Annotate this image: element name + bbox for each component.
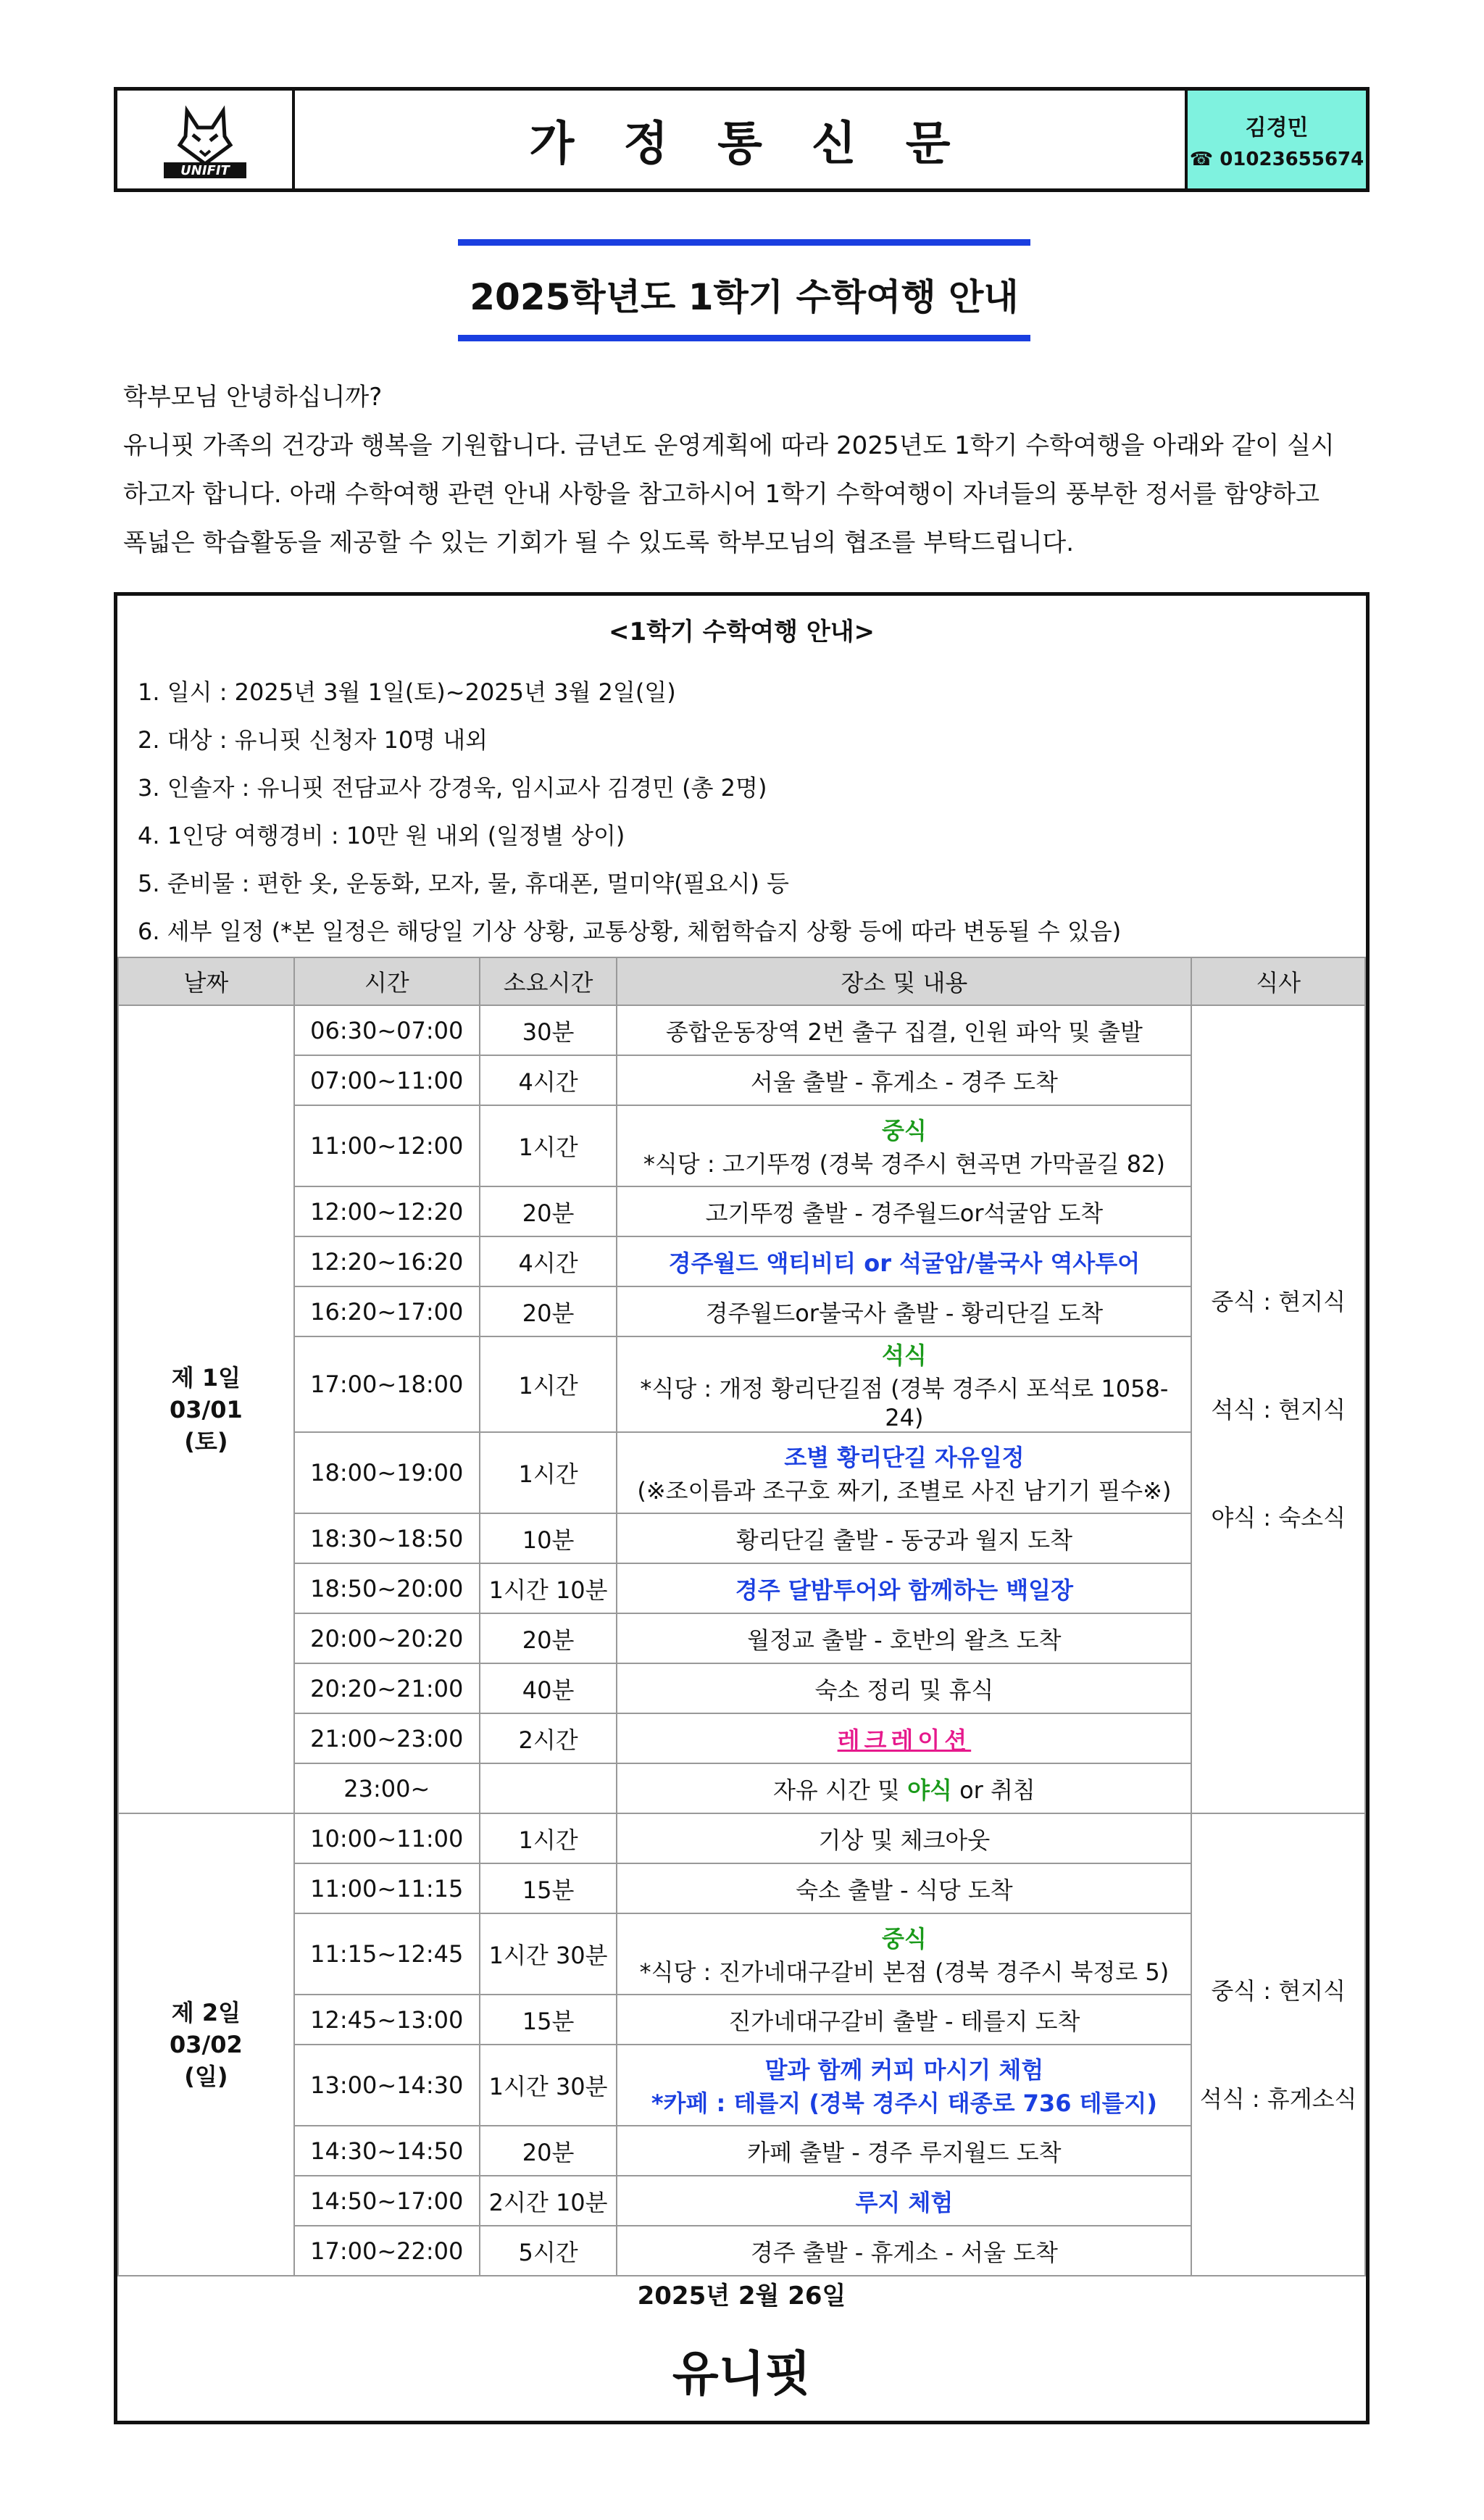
duration-cell: 1시간 10분	[480, 1563, 617, 1613]
time-cell: 07:00~11:00	[294, 1055, 480, 1105]
duration-cell: 15분	[480, 1995, 617, 2045]
content-cell: 진가네대구갈비 출발 - 테를지 도착	[617, 1995, 1191, 2045]
content-cell	[617, 1105, 1191, 1186]
table-row	[118, 2176, 1365, 2226]
content-cell-highlight: 경주월드 액티비티 or 석굴암/불국사 역사투어	[617, 1236, 1191, 1286]
intro-line: 폭넓은 학습활동을 제공할 수 있는 기회가 될 수 있도록 학부모님의 협조를 부탁드립니다.	[123, 528, 1075, 557]
table-row	[118, 1432, 1365, 1513]
time-cell: 12:00~12:20	[294, 1186, 480, 1236]
content-cell: 경주월드or불국사 출발 - 황리단길 도착	[617, 1286, 1191, 1336]
intro-line: 하고자 합니다. 아래 수학여행 관련 안내 사항을 참고하시어 1학기 수학여행이 자녀들의 풍부한 정서를 함양하고	[123, 480, 1320, 509]
duration-cell: 1시간	[480, 1813, 617, 1863]
duration-cell: 20분	[480, 2126, 617, 2176]
content-cell: 카페 출발 - 경주 루지월드 도착	[617, 2126, 1191, 2176]
table-row	[118, 1613, 1365, 1663]
content-cell: 기상 및 체크아웃	[617, 1813, 1191, 1863]
time-cell: 16:20~17:00	[294, 1286, 480, 1336]
time-cell: 11:00~11:15	[294, 1863, 480, 1913]
day-date: 03/02	[170, 2031, 243, 2058]
box-heading: <1학기 수학여행 안내>	[608, 617, 875, 646]
duration-cell: 2시간 10분	[480, 2176, 617, 2226]
content-cell	[617, 1713, 1191, 1763]
content-cell: 경주 출발 - 휴게소 - 서울 도착	[617, 2226, 1191, 2276]
time-cell: 13:00~14:30	[294, 2045, 480, 2126]
meal-lunch: 중식 : 현지식	[1211, 1287, 1346, 1315]
duration-cell: 4시간	[480, 1236, 617, 1286]
duration-cell: 5시간	[480, 2226, 617, 2276]
letter-header	[114, 87, 1370, 192]
content-cell: 고기뚜껑 출발 - 경주월드or석굴암 도착	[617, 1186, 1191, 1236]
time-cell: 23:00~	[294, 1763, 480, 1813]
organization-name: 유니핏	[672, 2346, 812, 2402]
content-cell	[617, 1763, 1191, 1813]
time-cell: 17:00~22:00	[294, 2226, 480, 2276]
activity-note: (※조이름과 조구호 짜기, 조별로 사진 남기기 필수※)	[637, 1477, 1172, 1505]
notice-title: 2025학년도 1학기 수학여행 안내	[470, 276, 1019, 318]
table-row	[118, 1286, 1365, 1336]
table-row	[118, 1055, 1365, 1105]
day1-meal-cell	[1191, 1005, 1365, 1813]
header-time: 시간	[294, 957, 480, 1005]
table-row	[118, 1236, 1365, 1286]
duration-cell: 30분	[480, 1005, 617, 1055]
info-item: 3. 인솔자 : 유니핏 전담교사 강경욱, 임시교사 김경민 (총 2명)	[138, 774, 767, 802]
content-cell	[617, 2045, 1191, 2126]
day-weekday: (토)	[184, 1427, 228, 1455]
cafe-info: *카페 : 테를지 (경북 경주시 태종로 736 테를지)	[651, 2089, 1157, 2117]
duration-cell: 40분	[480, 1663, 617, 1713]
content-part: or 취침	[951, 1776, 1035, 1804]
header-content: 장소 및 내용	[617, 957, 1191, 1005]
info-item: 4. 1인당 여행경비 : 10만 원 내외 (일정별 상이)	[138, 822, 625, 849]
header-date: 날짜	[118, 957, 294, 1005]
time-cell: 18:00~19:00	[294, 1432, 480, 1513]
title-rule-bottom	[458, 335, 1030, 341]
time-cell: 06:30~07:00	[294, 1005, 480, 1055]
table-row	[118, 1186, 1365, 1236]
time-cell: 20:00~20:20	[294, 1613, 480, 1663]
table-row	[118, 2126, 1365, 2176]
day-label: 제 2일	[171, 1999, 241, 2026]
restaurant-info: *식당 : 개정 황리단길점 (경북 경주시 포석로 1058-24)	[640, 1375, 1169, 1431]
info-item: 5. 준비물 : 편한 옷, 운동화, 모자, 물, 휴대폰, 멀미약(필요시) 등	[138, 870, 789, 897]
time-cell: 11:00~12:00	[294, 1105, 480, 1186]
time-cell: 11:15~12:45	[294, 1913, 480, 1995]
duration-cell: 1시간	[480, 1432, 617, 1513]
time-cell: 21:00~23:00	[294, 1713, 480, 1763]
duration-cell: 20분	[480, 1286, 617, 1336]
duration-cell: 4시간	[480, 1055, 617, 1105]
trip-info-box	[114, 592, 1370, 2424]
duration-cell: 1시간 30분	[480, 2045, 617, 2126]
table-row	[118, 1813, 1365, 1863]
contact-box	[1185, 91, 1366, 188]
logo	[117, 91, 295, 188]
table-row	[118, 1563, 1365, 1613]
issue-date: 2025년 2월 26일	[637, 2282, 846, 2311]
meal-late: 야식 : 숙소식	[1211, 1503, 1346, 1531]
meal-dinner: 석식 : 휴게소식	[1199, 2084, 1357, 2113]
time-cell: 10:00~11:00	[294, 1813, 480, 1863]
title-rule-top	[458, 239, 1030, 246]
duration-cell: 15분	[480, 1863, 617, 1913]
day-label: 제 1일	[171, 1363, 241, 1392]
lunch-label: 중식	[881, 1117, 927, 1144]
restaurant-info: *식당 : 고기뚜껑 (경북 경주시 현곡면 가막골길 82)	[643, 1150, 1165, 1178]
duration-cell: 20분	[480, 1613, 617, 1663]
content-cell: 숙소 출발 - 식당 도착	[617, 1863, 1191, 1913]
dinner-label: 석식	[881, 1342, 927, 1369]
content-cell	[617, 1432, 1191, 1513]
time-cell: 18:30~18:50	[294, 1513, 480, 1563]
meal-dinner: 석식 : 현지식	[1211, 1395, 1346, 1423]
table-row	[118, 1995, 1365, 2045]
recreation-label: 레크레이션	[837, 1726, 972, 1754]
svg-text:UNIFIT: UNIFIT	[180, 162, 230, 178]
content-cell: 숙소 정리 및 휴식	[617, 1663, 1191, 1713]
time-cell: 12:20~16:20	[294, 1236, 480, 1286]
table-row	[118, 1663, 1365, 1713]
intro-line: 학부모님 안녕하십니까?	[123, 383, 383, 412]
info-item: 2. 대상 : 유니핏 신청자 10명 내외	[138, 726, 488, 754]
table-row	[118, 1005, 1365, 1055]
lunch-label: 중식	[881, 1925, 927, 1953]
time-cell: 12:45~13:00	[294, 1995, 480, 2045]
duration-cell: 2시간	[480, 1713, 617, 1763]
content-cell: 월정교 출발 - 호반의 왈츠 도착	[617, 1613, 1191, 1663]
day-weekday: (일)	[184, 2063, 228, 2090]
time-cell: 17:00~18:00	[294, 1336, 480, 1432]
table-row	[118, 2226, 1365, 2276]
late-snack-label: 야식	[907, 1776, 952, 1804]
content-cell-highlight: 루지 체험	[617, 2176, 1191, 2226]
info-item: 1. 일시 : 2025년 3월 1일(토)~2025년 3월 2일(일)	[138, 678, 676, 706]
husky-logo-icon	[158, 100, 252, 180]
content-cell	[617, 1913, 1191, 1995]
table-row	[118, 1105, 1365, 1186]
table-row	[118, 1513, 1365, 1563]
day1-cell	[118, 1005, 294, 1813]
duration-cell: 1시간 30분	[480, 1913, 617, 1995]
duration-cell: 1시간	[480, 1105, 617, 1186]
content-cell-highlight: 경주 달밤투어와 함께하는 백일장	[617, 1563, 1191, 1613]
table-row	[118, 2045, 1365, 2126]
letter-title: 가정통신문	[529, 117, 1000, 171]
table-row	[118, 1763, 1365, 1813]
content-cell: 종합운동장역 2번 출구 집결, 인원 파악 및 출발	[617, 1005, 1191, 1055]
table-row	[118, 1913, 1365, 1995]
activity-label: 말과 함께 커피 마시기 체험	[764, 2056, 1044, 2084]
meal-lunch: 중식 : 현지식	[1211, 1976, 1346, 2005]
table-row	[118, 1713, 1365, 1763]
duration-cell	[480, 1763, 617, 1813]
content-cell	[617, 1336, 1191, 1432]
content-cell: 서울 출발 - 휴게소 - 경주 도착	[617, 1055, 1191, 1105]
time-cell: 14:50~17:00	[294, 2176, 480, 2226]
day2-cell	[118, 1813, 294, 2276]
intro-line: 유니핏 가족의 건강과 행복을 기원합니다. 금년도 운영계획에 따라 2025년도 1학기 수학여행을 아래와 같이 실시	[123, 431, 1335, 460]
header-meal: 식사	[1191, 957, 1365, 1005]
duration-cell: 1시간	[480, 1336, 617, 1432]
contact-name: 김경민	[1245, 115, 1309, 141]
table-row	[118, 1336, 1365, 1432]
content-part: 자유 시간 및	[772, 1776, 908, 1804]
info-item: 6. 세부 일정 (*본 일정은 해당일 기상 상황, 교통상황, 체험학습지 상황 등에 따라 변동될 수 있음)	[138, 918, 1122, 945]
info-list	[138, 668, 1121, 955]
day2-meal-cell	[1191, 1813, 1365, 2276]
time-cell: 18:50~20:00	[294, 1563, 480, 1613]
time-cell: 20:20~21:00	[294, 1663, 480, 1713]
activity-label: 조별 황리단길 자유일정	[784, 1444, 1025, 1471]
content-cell: 황리단길 출발 - 동궁과 월지 도착	[617, 1513, 1191, 1563]
schedule-table	[117, 957, 1366, 2276]
header-duration: 소요시간	[480, 957, 617, 1005]
day-date: 03/01	[170, 1395, 243, 1423]
restaurant-info: *식당 : 진가네대구갈비 본점 (경북 경주시 북정로 5)	[639, 1958, 1170, 1986]
duration-cell: 20분	[480, 1186, 617, 1236]
intro-text	[123, 373, 1370, 567]
duration-cell: 10분	[480, 1513, 617, 1563]
table-row	[118, 1863, 1365, 1913]
contact-phone: ☎ 01023655674	[1189, 148, 1364, 170]
time-cell: 14:30~14:50	[294, 2126, 480, 2176]
